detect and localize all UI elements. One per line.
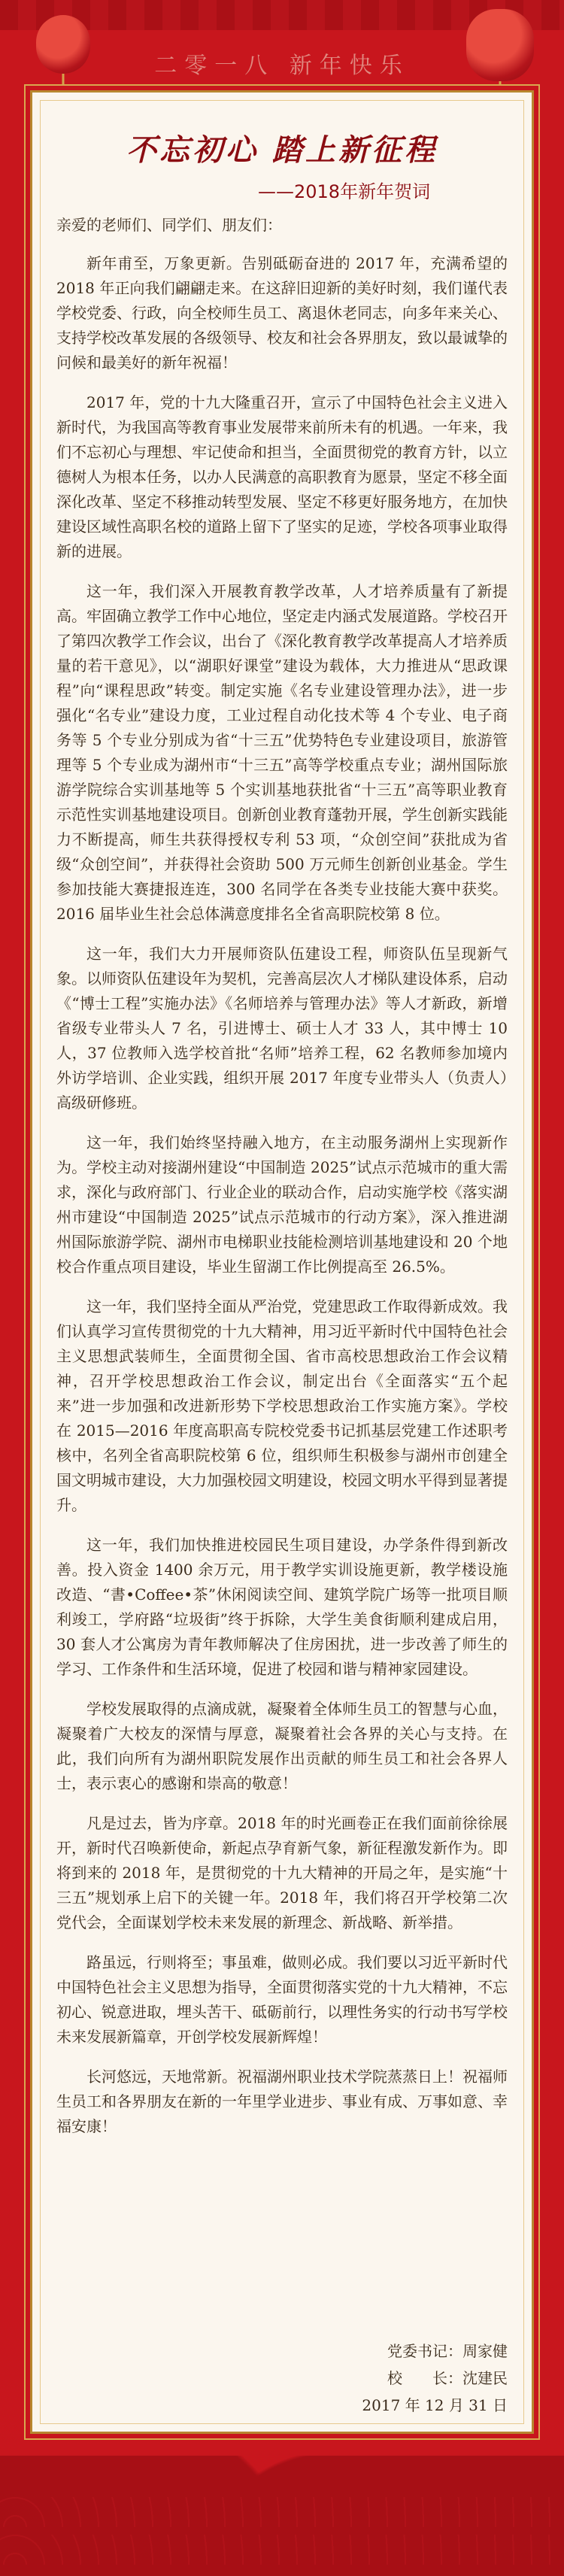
letter-subtitle: ——2018年新年贺词 [258,181,431,202]
top-banner [0,0,564,83]
letter-body [56,213,508,2154]
letter-card [30,90,534,2434]
paragraph: 长河悠远，天地常新。祝福湖州职业技术学院蒸蒸日上！祝福师生员工和各界朋友在新的一年里学业进步、事业有成、万事如意、幸福安康！ [56,2068,508,2135]
paragraph: 学校发展取得的点滴成就，凝聚着全体师生员工的智慧与心血，凝聚着广大校友的深情与厚意，凝聚着社会各界的关心与支持。在此，我们向所有为湖州职院发展作出贡献的师生员工和社会各界人士，表示衷心的感谢和崇高的敬意！ [56,1700,508,1792]
paragraph: 这一年，我们大力开展师资队伍建设工程，师资队伍呈现新气象。以师资队伍建设年为契机，完善高层次人才梯队建设体系，启动《“博士工程”实施办法》《名师培养与管理办法》等人才新政，新增省级专业带头人 7 名，引进博士、硕士人才 33 人，其中博士 10 人，37 位教师入选学校首批“名师”培养工程，62 名教师参加境内外访学培训、企业实践，组织开展 2017 年度专业带头人（负责人）高级研修班。 [56,945,508,1112]
paragraph: 2017 年，党的十九大隆重召开，宣示了中国特色社会主义进入新时代，为我国高等教育事业发展带来前所未有的机遇。一年来，我们不忘初心与理想、牢记使命和担当，全面贯彻党的教育方针，以立德树人为根本任务，以办人民满意的高职教育为愿景，坚定不移全面深化改革、坚定不移推动转型发展、坚定不移更好服务地方，在加快建设区域性高职名校的道路上留下了坚实的足迹，学校各项事业取得新的进展。 [56,393,508,560]
wave-pattern [0,2535,564,2565]
paragraph: 这一年，我们坚持全面从严治党，党建思政工作取得新成效。我们认真学习宣传贯彻党的十九大精神，用习近平新时代中国特色社会主义思想武装师生，全面贯彻全国、省市高校思想政治工作会议精神，召开学校思想政治工作会议，制定出台《全面落实“五个起来”进一步加强和改进新形势下学校思想政治工作实施方案》。学校在 2015—2016 年度高职高专院校党委书记抓基层党建工作述职考核中，名列全省高职院校第 6 位，组织师生积极参与湖州市创建全国文明城市建设，大力加强校园文明建设，校园文明水平得到显著提升。 [56,1297,508,1514]
paragraph: 新年甫至，万象更新。告别砥砺奋进的 2017 年，充满希望的 2018 年正向我们翩翩走来。在这辞旧迎新的美好时刻，我们谨代表学校党委、行政，向全校师生员工、离退休老同志，向多年来关心、支持学校改革发展的各级领导、校友和社会各界朋友，致以最诚挚的问候和最美好的新年祝福！ [56,254,508,372]
salutation: 亲爱的老师们、同学们、朋友们： [56,216,282,234]
signature-block [327,2338,508,2419]
paragraph: 凡是过去，皆为序章。2018 年的时光画卷正在我们面前徐徐展开，新时代召唤新使命，新起点孕育新气象，新征程激发新作为。即将到来的 2018 年，是贯彻党的十九大精神的开局之年，是实施“十三五”规划承上启下的关键一年。2018 年，我们将召开学校第二次党代会，全面谋划学校未来发展的新理念、新战略、新举措。 [56,1814,508,1931]
paragraph: 这一年，我们加快推进校园民生项目建设，办学条件得到新改善。投入资金 1400 余万元，用于教学实训设施更新，教学楼设施改造、“書•Coffee•茶”休闲阅读空间、建筑学院广场等一批项目顺利竣工，学府路“垃圾街”终于拆除，大学生美食街顺利建成启用，30 套人才公寓房为青年教师解决了住房困扰，进一步改善了师生的学习、工作条件和生活环境，促进了校园和谐与精神家园建设。 [56,1536,508,1678]
paragraph: 这一年，我们深入开展教育教学改革，人才培养质量有了新提高。牢固确立教学工作中心地位，坚定走内涵式发展道路。学校召开了第四次教学工作会议，出台了《深化教育教学改革提高人才培养质量的若干意见》，以“湖职好课堂”建设为载体，大力推进从“思政课程”向“课程思政”转变。制定实施《名专业建设管理办法》，进一步强化“名专业”建设力度，工业过程自动化技术等 4 个专业、电子商务等 5 个专业分别成为省“十三五”优势特色专业建设项目，旅游管理等 5 个专业成为湖州市“十三五”高等学校重点专业；湖州国际旅游学院综合实训基地等 5 个实训基地获批省“十三五”高等职业教育示范性实训基地建设项目。创新创业教育蓬勃开展，学生创新实践能力不断提高，师生共获得授权专利 53 项，“众创空间”获批成为省级“众创空间”，并获得社会资助 500 万元师生创新创业基金。学生参加技能大赛捷报连连，300 名同学在各类专业技能大赛中获奖。2016 届毕业生社会总体满意度排名全省高职院校第 8 位。 [56,582,508,923]
paragraph: 路虽远，行则将至；事虽难，做则必成。我们要以习近平新时代中国特色社会主义思想为指导，全面贯彻落实党的十九大精神，不忘初心、锐意进取，埋头苦干、砥砺前行，以理性务实的行动书写学校未来发展新篇章，开创学校发展新辉煌！ [56,1953,508,2046]
signature-party-secretary: 党委书记：周家健 [387,2342,508,2360]
paragraph: 这一年，我们始终坚持融入地方，在主动服务湖州上实现新作为。学校主动对接湖州建设“中国制造 2025”试点示范城市的重大需求，深化与政府部门、行业企业的联动合作，启动实施学校《落实湖州市建设“中国制造 2025”试点示范城市的行动方案》，深入推进湖州国际旅游学院、湖州市电梯职业技能检测培训基地建设和 20 个地校合作重点项目建设，毕业生留湖工作比例提高至 26.5%。 [56,1133,508,1276]
signature-date: 2017 年 12 月 31 日 [362,2396,508,2414]
banner-text: 二零一八 新年快乐 [154,53,410,79]
letter-title: 不忘初心 踏上新征程 [126,132,438,168]
signature-president: 校 长：沈建民 [387,2369,508,2387]
wave-pattern [0,2497,564,2527]
